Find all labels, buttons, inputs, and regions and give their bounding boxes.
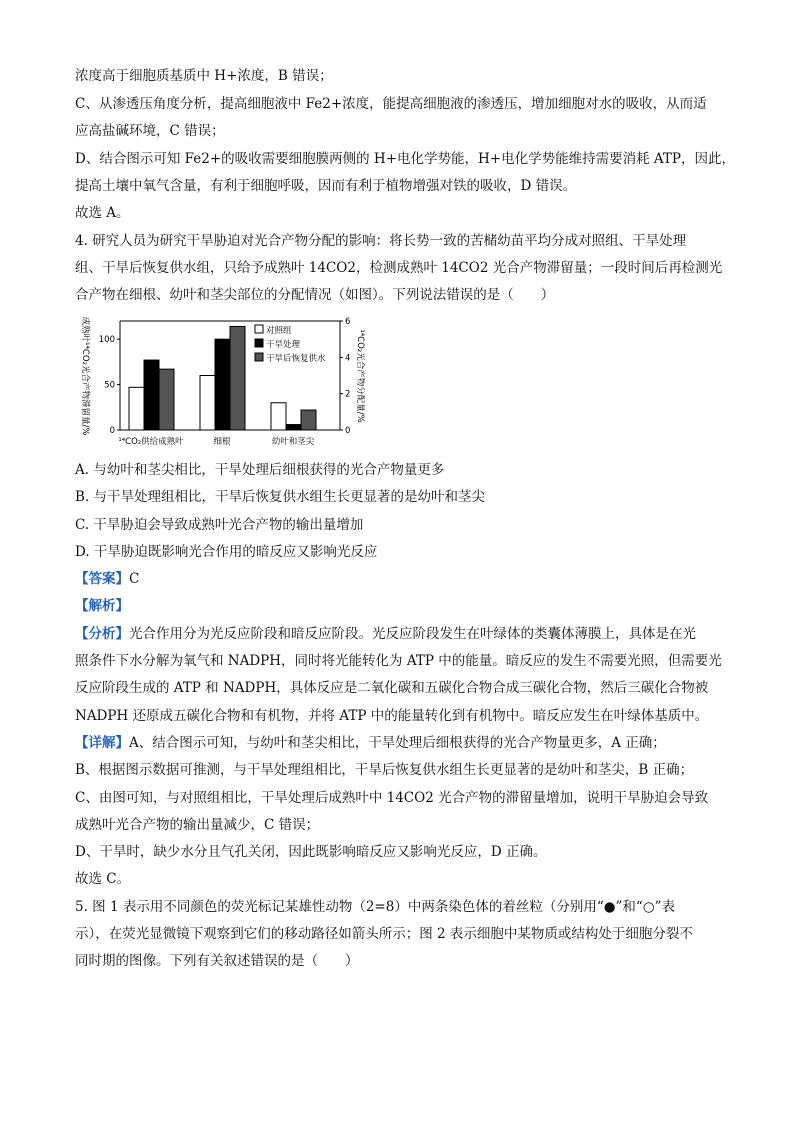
answer-value: C [129, 571, 140, 587]
y-axis-label: 成熟叶¹⁴CO₂光合产物滞留量/% [80, 316, 90, 436]
text-line: 浓度高于细胞质基质中 H+浓度，B 错误； [75, 68, 333, 84]
x-tick-label: 幼叶和茎尖 [271, 437, 315, 447]
x-tick-label: ¹⁴CO₂供给成熟叶 [118, 437, 184, 447]
y-tick-label: 100 [98, 335, 115, 346]
y-tick-label: 50 [104, 380, 115, 391]
fenxi-line: NADPH 还原成五碳化合物和有机物，并将 ATP 中的能量转化到有机物中。暗反应发生在叶绿体基质中。 [75, 708, 709, 724]
question-4-line: 组、干旱后恢复供水组，只给予成熟叶 14CO2，检测成熟叶 14CO2 光合产物滞留量；一段时间后再检测光 [75, 260, 723, 276]
bar [301, 410, 316, 430]
legend-swatch [255, 325, 263, 333]
legend-swatch [255, 353, 263, 361]
y2-tick-label: 6 [345, 317, 351, 327]
bar-chart [75, 313, 365, 453]
question-4-line: 合产物在细根、幼叶和茎尖部位的分配情况（如图）。下列说法错误的是（ ） [75, 287, 555, 303]
xiangjie-line: 故选 C。 [75, 871, 131, 887]
text-line: D、结合图示可知 Fe2+的吸收需要细胞膜两侧的 H+电化学势能，H+电化学势能维持需要消耗 ATP，因此， [75, 151, 735, 167]
text-line: C、从渗透压角度分析，提高细胞液中 Fe2+浓度，能提高细胞液的渗透压，增加细胞对水的吸收，从而适 [75, 96, 707, 112]
question-5-line: 示），在荧光显微镜下观察到它们的移动路径如箭头所示；图 2 表示细胞中某物质或结构处于细胞分裂不 [75, 926, 693, 942]
xiangjie-line: 成熟叶光合产物的输出量减少，C 错误； [75, 817, 320, 833]
xiangjie-line: D、干旱时，缺少水分且气孔关闭，因此既影响暗反应又影响光反应，D 正确。 [75, 844, 547, 860]
bar [215, 339, 230, 430]
legend-label: 干旱处理 [266, 340, 301, 350]
xiangjie-text: A、结合图示可知，与幼叶和茎尖相比，干旱处理后细根获得的光合产物量更多，A 正确； [129, 735, 666, 751]
analysis-heading [75, 597, 129, 615]
y2-axis-label: ¹⁴CO₂光合产物分配量/% [355, 329, 365, 423]
answer-tag: 【答案】 [75, 571, 129, 587]
fenxi-text: 光合作用分为光反应阶段和暗反应阶段。光反应阶段发生在叶绿体的类囊体薄膜上，具体是在光 [129, 626, 696, 642]
text-line: 提高土壤中氧气含量，有利于细胞呼吸，因而有利于植物增强对铁的吸收，D 错误。 [75, 178, 577, 194]
y2-tick-label: 0 [345, 426, 351, 436]
xiangjie-line [75, 734, 666, 752]
fenxi-line: 反应阶段生成的 ATP 和 NADPH，具体反应是二氧化碳和五碳化合物合成三碳化合物，然后三碳化合物被 [75, 680, 709, 696]
xiangjie-line: C、由图可知，与对照组相比，干旱处理后成熟叶中 14CO2 光合产物的滞留量增加，说明干旱胁迫会导致 [75, 790, 709, 806]
y2-tick-label: 4 [345, 353, 351, 364]
bar [129, 387, 144, 430]
fenxi-line: 照条件下水分解为氧气和 NADPH，同时将光能转化为 ATP 中的能量。暗反应的发生不需要光照，但需要光 [75, 653, 722, 669]
question-5-line: 5. 图 1 表示用不同颜色的荧光标记某雄性动物（2=8）中两条染色体的着丝粒（分别用“●”和“○”表 [75, 899, 675, 915]
xiangjie-line: B、根据图示数据可推测，与干旱处理组相比，干旱后恢复供水组生长更显著的是幼叶和茎尖，B 正确； [75, 762, 694, 778]
y2-tick-label: 2 [345, 389, 351, 400]
fenxi-line [75, 625, 696, 643]
option-d: D. 干旱胁迫既影响光合作用的暗反应又影响光反应 [75, 544, 378, 560]
legend-label: 对照组 [266, 326, 292, 336]
y-tick-label: 0 [109, 426, 115, 436]
question-4-line: 4. 研究人员为研究干旱胁迫对光合产物分配的影响：将长势一致的苦槠幼苗平均分成对照组、干旱处理 [75, 233, 687, 249]
bar [271, 403, 286, 430]
answer-line [75, 570, 139, 588]
option-b: B. 与干旱处理组相比，干旱后恢复供水组生长更显著的是幼叶和茎尖 [75, 489, 486, 505]
option-a: A. 与幼叶和茎尖相比，干旱处理后细根获得的光合产物量更多 [75, 462, 445, 478]
fenxi-tag: 【分析】 [75, 626, 129, 642]
legend-swatch [255, 339, 263, 347]
xiangjie-tag: 【详解】 [75, 735, 129, 751]
bar [200, 376, 215, 431]
analysis-tag: 【解析】 [75, 598, 129, 614]
text-line: 故选 A。 [75, 205, 130, 221]
x-tick-label: 细根 [213, 437, 231, 447]
legend-label: 干旱后恢复供水 [266, 354, 326, 364]
bar [286, 425, 301, 430]
bar [144, 360, 159, 430]
bar [230, 326, 245, 430]
bar [159, 369, 174, 430]
text-line: 应高盐碱环境，C 错误； [75, 123, 225, 139]
option-c: C. 干旱胁迫会导致成熟叶光合产物的输出量增加 [75, 517, 364, 533]
question-5-line: 同时期的图像。下列有关叙述错误的是（ ） [75, 953, 359, 969]
